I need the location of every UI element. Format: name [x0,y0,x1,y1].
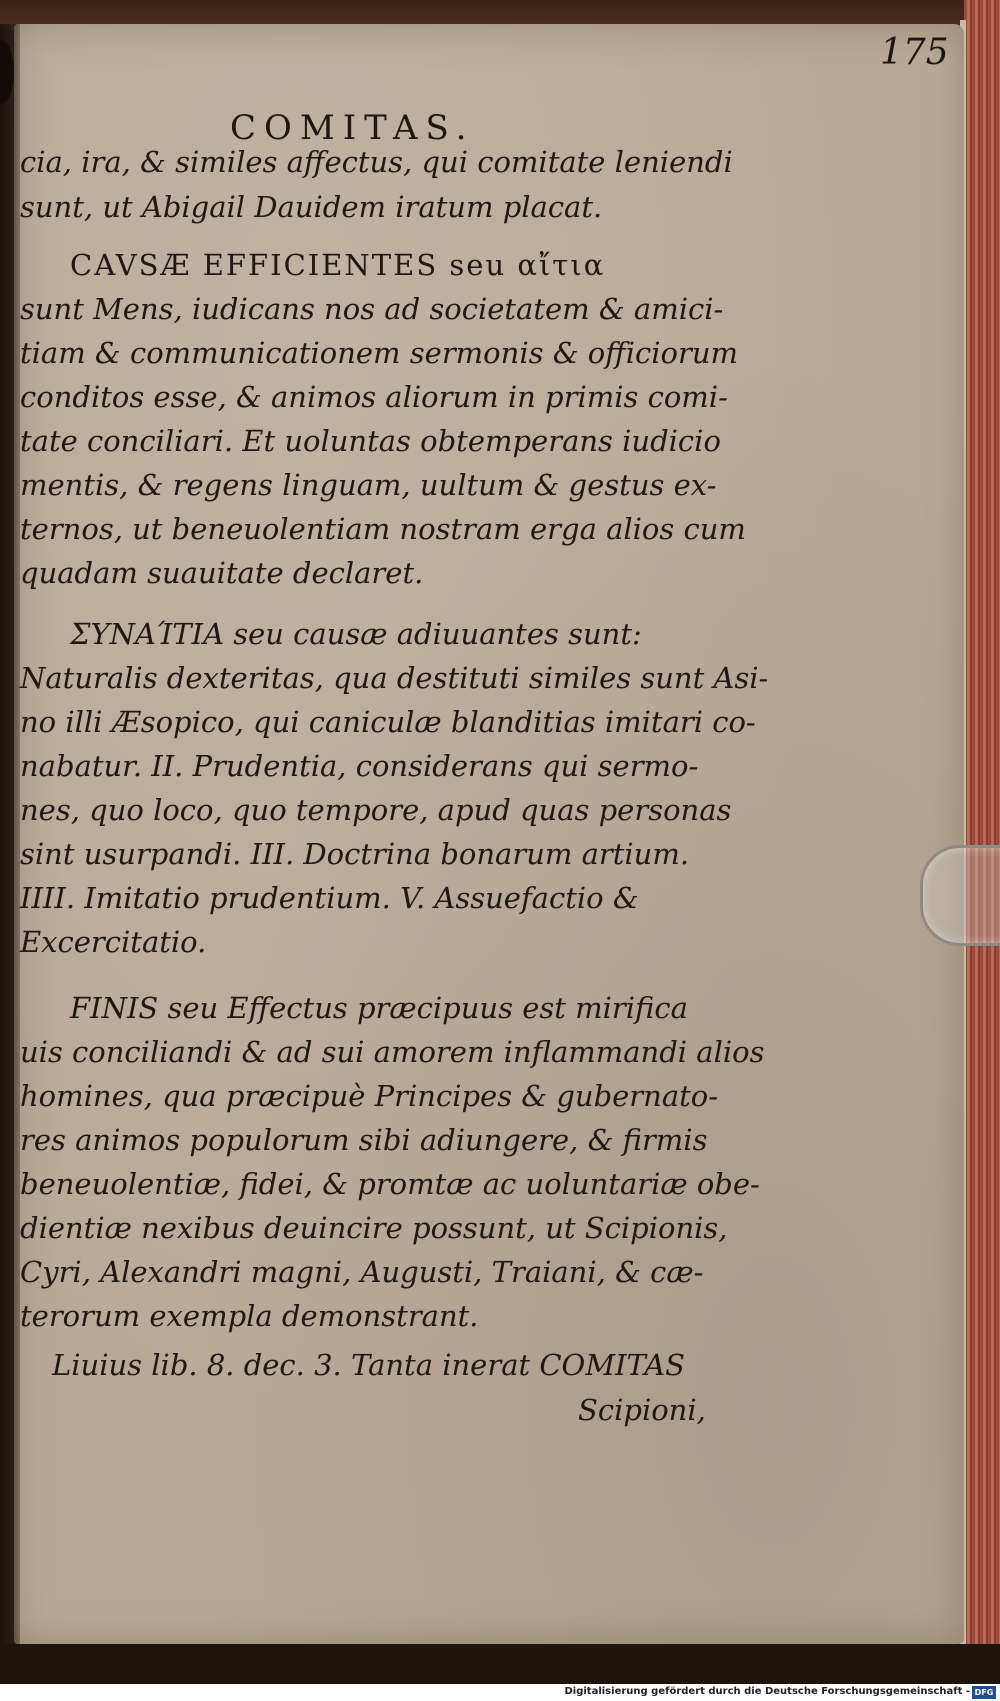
text-line: beneuolentiæ, fidei, & promtæ ac uoluntariæ obe- [20,1167,760,1201]
text-line: dientiæ nexibus deuincire possunt, ut Scipionis, [20,1211,728,1245]
text-line: terorum exempla demonstrant. [20,1299,479,1333]
text-line: nabatur. II. Prudentia, considerans qui sermo- [20,749,699,783]
text-line: Liuius lib. 8. dec. 3. Tanta inerat COMITAS [52,1348,686,1382]
book-binding-shadow [0,24,20,1644]
text-line: sint usurpandi. III. Doctrina bonarum artium. [20,837,690,871]
digitization-footer [0,1684,1000,1701]
text-line: homines, qua præcipuè Principes & gubernato- [20,1079,719,1113]
catchword: Scipioni, [578,1393,706,1427]
text-line: Naturalis dexteritas, qua destituti similes sunt Asi- [20,661,769,695]
text-line: uis conciliandi & ad sui amorem inflammandi alios [20,1035,765,1069]
text-line: cia, ira, & similes affectus, qui comitate leniendi [20,145,733,179]
text-line: sunt, ut Abigail Dauidem iratum placat. [20,190,603,224]
text-line: quadam suauitate declaret. [20,556,424,590]
text-line: no illi Æsopico, qui caniculæ blanditias imitari co- [20,705,756,739]
scan-bottom-border [0,1644,1000,1684]
page-number: 175 [880,32,949,73]
page-clip [920,845,1000,946]
text-line: CAVSÆ EFFICIENTES seu αἴτια [70,248,606,282]
text-line: ΣΥΝΑΊΤΙΑ seu causæ adiuuantes sunt: [70,617,642,651]
text-line: conditos esse, & animos aliorum in primis comi- [20,380,728,414]
text-line: nes, quo loco, quo tempore, apud quas personas [20,793,732,827]
text-line: tiam & communicationem sermonis & officiorum [20,336,739,370]
text-line: Excercitatio. [20,925,207,959]
text-line: tate conciliari. Et uoluntas obtemperans iudicio [20,424,721,458]
text-line: mentis, & regens linguam, uultum & gestus ex- [20,468,717,502]
footer-credit-text: Digitalisierung gefördert durch die Deutsche Forschungsgemeinschaft - [564,1686,970,1697]
dfg-logo: DFG [972,1686,996,1699]
text-line: Cyri, Alexandri magni, Augusti, Traiani, & cæ- [20,1255,704,1289]
text-line: FINIS seu Effectus præcipuus est mirifica [70,991,688,1025]
text-line: res animos populorum sibi adiungere, & firmis [20,1123,708,1157]
page-heading: COMITAS. [230,108,475,148]
text-line: IIII. Imitatio prudentium. V. Assuefactio & [20,881,639,915]
text-line: ternos, ut beneuolentiam nostram erga alios cum [20,512,746,546]
text-line: sunt Mens, iudicans nos ad societatem & amici- [20,292,724,326]
